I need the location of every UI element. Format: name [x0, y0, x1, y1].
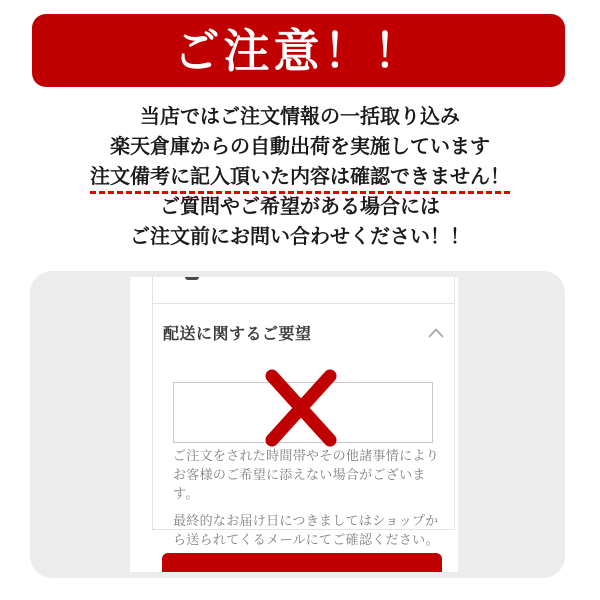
delivery-request-textarea[interactable]: [173, 382, 433, 443]
delivery-notes: [173, 446, 447, 557]
notice-line-4: ご質問やご希望がある場合には: [160, 196, 440, 218]
delivery-request-heading: 配送に関するご要望: [163, 326, 312, 343]
caution-banner-title: ご注意！！: [173, 24, 424, 77]
delivery-note-1: ご注文をされた時間帯やその他諸事情によりお客様のご希望に添えない場合がございます。: [173, 448, 440, 501]
delivery-note-2: 最終的なお届け日につきましてはショップから送られてくるメールにてご確認ください。: [173, 513, 439, 547]
notice-text-block: [0, 102, 600, 252]
notice-line-1: 当店ではご注文情報の一括取り込み: [140, 106, 460, 128]
cutoff-element-stub: [185, 277, 199, 280]
chevron-up-icon[interactable]: [428, 328, 444, 338]
delivery-request-card: [152, 277, 455, 547]
notice-line-2: 楽天倉庫からの自動出荷を実施しています: [110, 136, 490, 158]
delivery-request-header: [153, 303, 454, 382]
order-form-screenshot: [130, 277, 458, 572]
confirm-order-button[interactable]: [162, 553, 442, 572]
caution-banner: [32, 14, 565, 87]
notice-line-3-highlighted: 注文備考に記入頂いた内容は確認できません！: [0, 162, 600, 192]
notice-line-5: ご注文前にお問い合わせください！！: [130, 226, 470, 248]
